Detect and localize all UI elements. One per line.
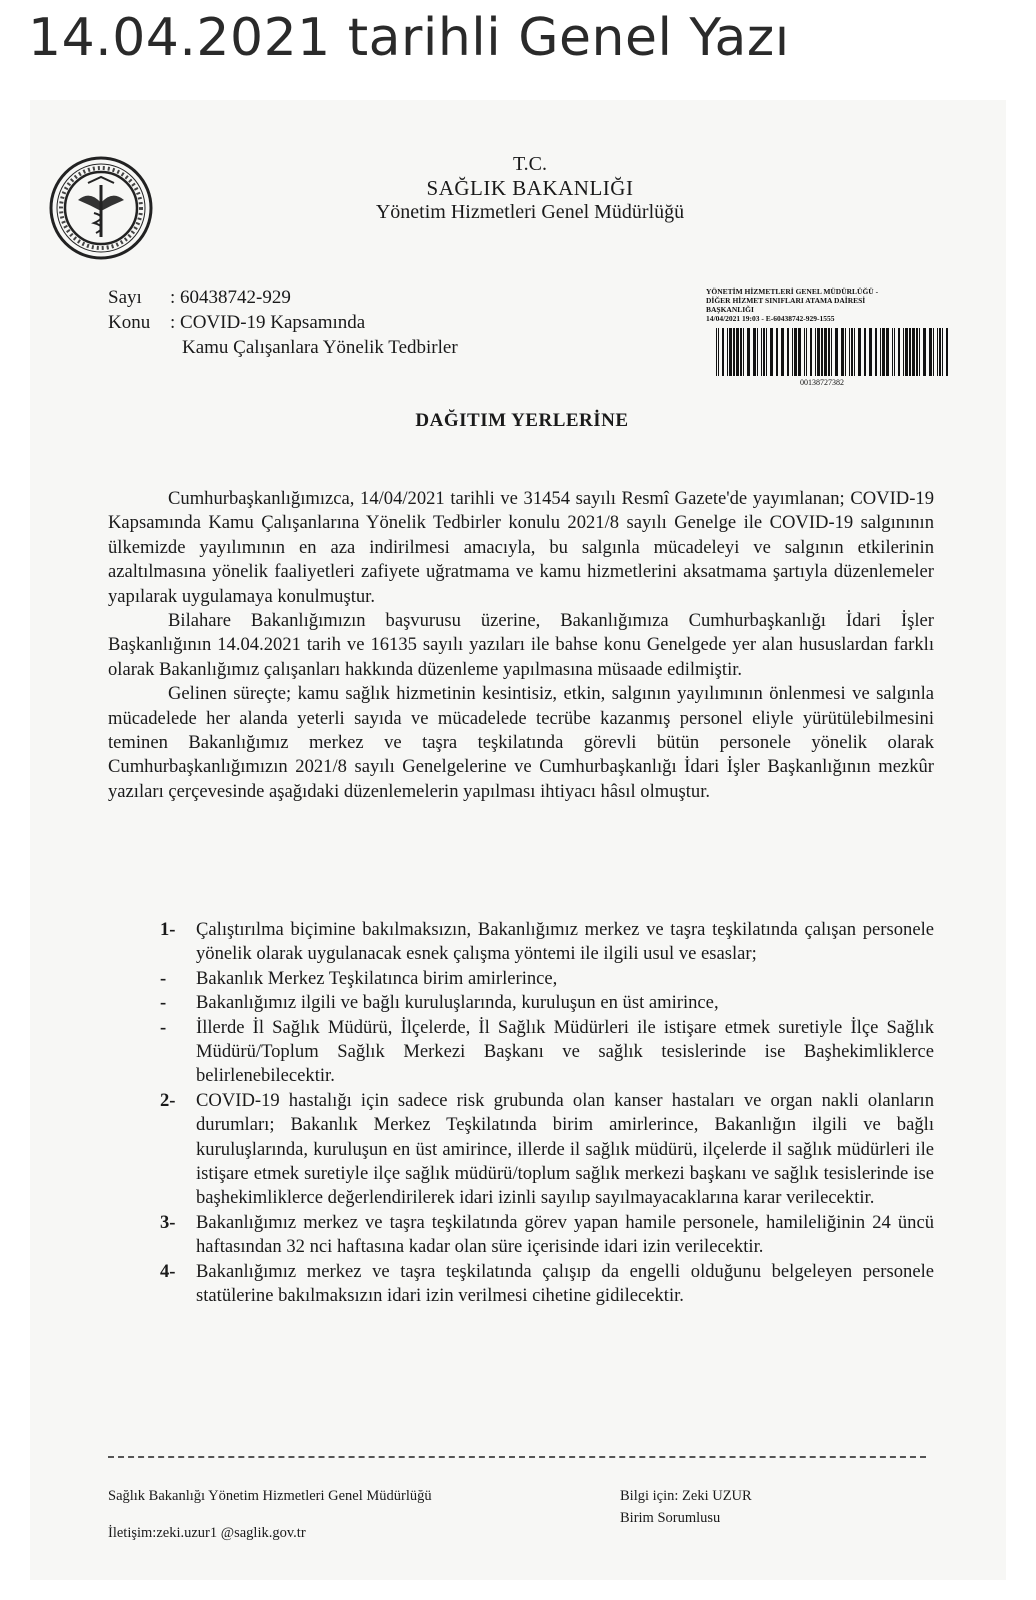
- paragraph: Bilahare Bakanlığımızın başvurusu üzerine, Bakanlığımıza Cumhurbaşkanlığı İdari İşler Başkanlığının 14.04.2021 tarih ve 16135 sayılı yazıları ile bahse konu Genelgede yer alan hususlardan farklı olarak Bakanlığımız çalışanları hakkında düzenleme yapılmasına müsaade edilmiştir.: [108, 610, 934, 680]
- footer-contact: İletişim:zeki.uzur1 @saglik.gov.tr: [108, 1525, 306, 1541]
- item-text: Bakanlık Merkez Teşkilatınca birim amirlerince,: [196, 967, 558, 989]
- list-item: [160, 918, 934, 967]
- list-item: [160, 1260, 934, 1309]
- footer-divider: [108, 1456, 926, 1458]
- item-marker: 4-: [160, 1260, 176, 1282]
- item-text: İllerde İl Sağlık Müdürü, İlçelerde, İl Sağlık Müdürleri ile istişare etmek suretiyle İlçe Sağlık Müdürü/Toplum Sağlık Merkezi Başkanı ve sağlık tesislerinde ise Başhekimliklerce belirlenebilecektir.: [196, 1016, 934, 1087]
- item-marker: -: [160, 992, 167, 1014]
- list-item: [160, 991, 934, 1015]
- stamp-line: DİĞER HİZMET SINIFLARI ATAMA DAİRESİ: [706, 296, 866, 305]
- sayi-label: Sayı: [108, 287, 142, 308]
- item-marker: 3-: [160, 1211, 176, 1233]
- letterhead-tc: T.C.: [512, 153, 548, 175]
- barcode-number: 00138727382: [800, 378, 844, 387]
- addressee: DAĞITIM YERLERİNE: [415, 410, 629, 431]
- item-marker: 2-: [160, 1089, 176, 1111]
- konu-label: Konu: [108, 312, 151, 333]
- list-item: [160, 1089, 934, 1211]
- item-text: Bakanlığımız merkez ve taşra teşkilatında çalışıp da engelli olduğunu belgeleyen personele statülerine bakılmaksızın idari izin verilmesi cihetine gidilecektir.: [196, 1260, 934, 1307]
- footer-role: Birim Sorumlusu: [620, 1510, 721, 1526]
- konu-value-continued: Kamu Çalışanlara Yönelik Tedbirler: [182, 337, 458, 358]
- footer-info: Bilgi için: Zeki UZUR: [620, 1488, 752, 1504]
- item-marker: 1-: [160, 919, 176, 940]
- item-text: Bakanlığımız merkez ve taşra teşkilatında görev yapan hamile personele, hamileliğinin 24 üncü haftasından 32 nci haftasına kadar olan süre içerisinde idari izin verilecektir.: [196, 1211, 934, 1258]
- sayi-value: : 60438742-929: [170, 287, 291, 308]
- item-marker: -: [160, 1016, 167, 1038]
- stamp-line: 14/04/2021 19:03 - E-60438742-929-1555: [706, 314, 835, 323]
- stamp-line: BAŞKANLIĞI: [706, 305, 754, 314]
- list-item: [160, 1016, 934, 1089]
- document-meta: [108, 285, 458, 360]
- paragraph: Gelinen süreçte; kamu sağlık hizmetinin kesintisiz, etkin, salgının yayılımının önlenmesi ve salgınla mücadelede her alanda yeterli sayıda ve mücadelede tecrübe kazanmış personel eliyle yürütülebilmesini teminen Bakanlığımız merkez ve taşra teşkilatında görevli bütün personele yönelik olarak Cumhurbaşkanlığımızın 2021/8 sayılı Genelgelerine ve Cumhurbaşkanlığı İdari İşler Başkanlığının mezkûr yazıları çerçevesinde aşağıdaki düzenlemelerin yapılması ihtiyacı hâsıl olmuştur.: [108, 683, 934, 802]
- stamp-line: YÖNETİM HİZMETLERİ GENEL MÜDÜRLÜĞÜ -: [706, 287, 879, 296]
- item-text: COVID-19 hastalığı için sadece risk grubunda olan kanser hastaları ve organ nakli olanların durumları; Bakanlık Merkez Teşkilatında birim amirlerince, Bakanlığın ilgili ve bağlı kuruluşlarında, kuruluşun en üst amirince, illerde il sağlık müdürü, ilçelerde il sağlık müdürleri ile istişare etmek suretiyle ilçe sağlık müdürü/toplum sağlık merkezi başkanı ve sağlık tesislerinde ise başhekimliklerce değerlendirilerek idari izinli sayılıp sayılmayacaklarına karar verilecektir.: [196, 1089, 934, 1209]
- barcode: [716, 328, 948, 376]
- letterhead-ministry: SAĞLIK BAKANLIĞI: [426, 176, 634, 200]
- konu-value: : COVID-19 Kapsamında: [170, 312, 366, 333]
- item-text: Bakanlığımız ilgili ve bağlı kuruluşlarında, kuruluşun en üst amirince,: [196, 992, 719, 1014]
- paragraph: Cumhurbaşkanlığımızca, 14/04/2021 tarihli ve 31454 sayılı Resmî Gazete'de yayımlanan; COVID-19 Kapsamında Kamu Çalışanlarına Yönelik Tedbirler konulu 2021/8 sayılı Genelge ile COVID-19 salgınının ülkemizde yayılımının en aza indirilmesi amacıyla, bu salgınla mücadeleyi ve salgının etkilerinin azaltılmasına yönelik faaliyetleri zafiyete uğratmama ve kamu hizmetlerini aksatmama şartıyla düzenlemeler yapılarak uygulamaya konulmuştur.: [108, 488, 934, 607]
- letter-body: [108, 487, 934, 804]
- provisions-list: [160, 918, 934, 1309]
- letterhead-department: Yönetim Hizmetleri Genel Müdürlüğü: [375, 201, 685, 223]
- item-marker: -: [160, 967, 167, 989]
- page-title: 14.04.2021 tarihli Genel Yazı: [28, 8, 790, 68]
- item-text: Çalıştırılma biçimine bakılmaksızın, Bakanlığımız merkez ve taşra teşkilatında çalışan personele yönelik olarak uygulanacak esnek çalışma yöntemi ile ilgili usul ve esaslar;: [196, 919, 934, 965]
- footer-organization: Sağlık Bakanlığı Yönetim Hizmetleri Genel Müdürlüğü: [108, 1488, 432, 1504]
- registry-stamp: [706, 287, 956, 323]
- list-item: [160, 1211, 934, 1260]
- list-item: [160, 967, 934, 991]
